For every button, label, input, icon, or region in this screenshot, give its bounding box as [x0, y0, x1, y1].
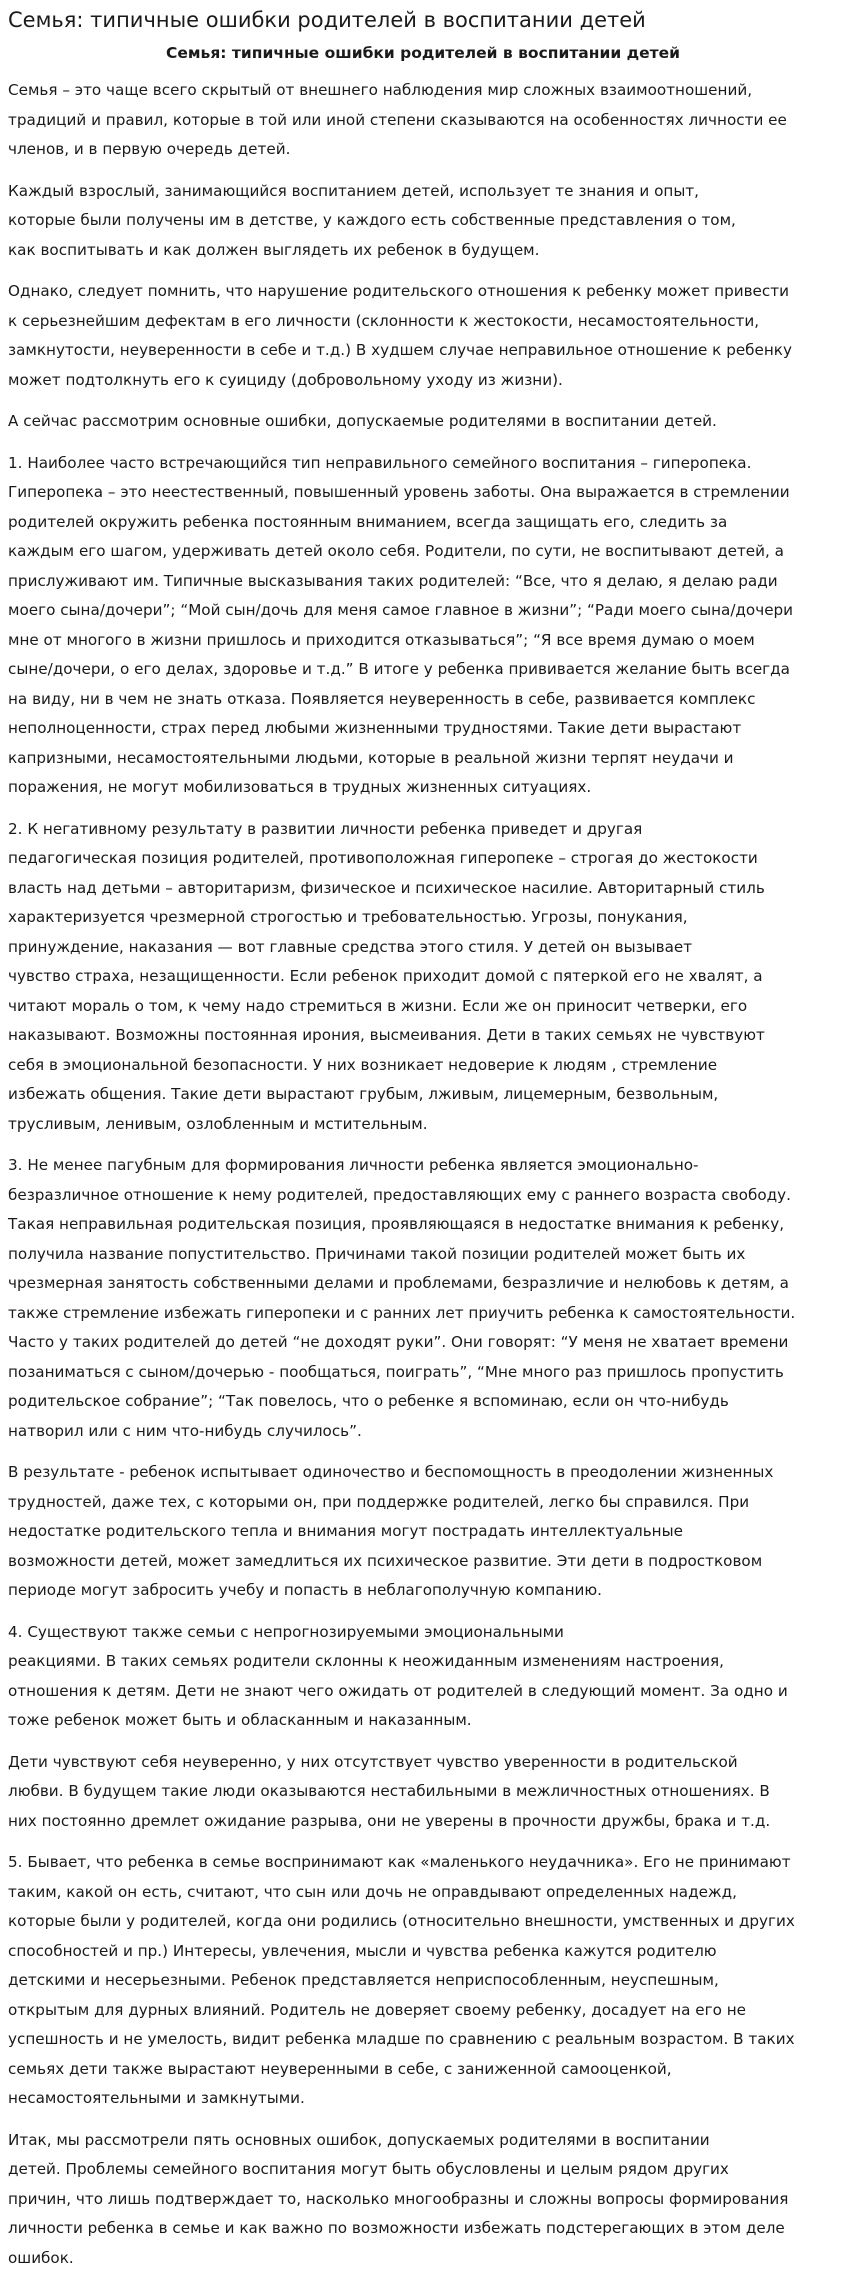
paragraph — [8, 277, 838, 395]
paragraph-line: Дети чувствуют себя неуверенно, у них отсутствует чувство уверенности в родительской — [8, 1748, 838, 1778]
paragraph-line: Семья – это чаще всего скрытый от внешнего наблюдения мир сложных взаимоотношений, — [8, 76, 838, 106]
paragraph-line: А сейчас рассмотрим основные ошибки, допускаемые родителями в воспитании детей. — [8, 407, 838, 437]
paragraph — [8, 76, 838, 165]
paragraph-line: трусливым, ленивым, озлобленным и мстительным. — [8, 1110, 838, 1140]
paragraph-line: может подтолкнуть его к суициду (добровольному уходу из жизни). — [8, 366, 838, 396]
paragraph-line: неполноценности, страх перед любыми жизненными трудностями. Такие дети вырастают — [8, 714, 838, 744]
paragraph-line: личности ребенка в семье и как важно по возможности избежать подстерегающих в этом деле — [8, 2214, 838, 2244]
paragraph-line: 1. Наиболее часто встречающийся тип неправильного семейного воспитания – гиперопека. — [8, 449, 838, 479]
article-heading: Семья: типичные ошибки родителей в воспитании детей — [8, 42, 838, 64]
paragraph-line: читают мораль о том, к чему надо стремиться в жизни. Если же он приносит четверки, его — [8, 992, 838, 1022]
paragraph-line: Итак, мы рассмотрели пять основных ошибок, допускаемых родителями в воспитании — [8, 2126, 838, 2156]
paragraph-line: на виду, ни в чем не знать отказа. Появляется неуверенность в себе, развивается комплекс — [8, 685, 838, 715]
paragraph-line: позаниматься с сыном/дочерью - пообщаться, поиграть”, “Мне много раз пришлось пропустить — [8, 1358, 838, 1388]
paragraph-line: моего сына/дочери”; “Мой сын/дочь для меня самое главное в жизни”; “Ради моего сына/дочери — [8, 596, 838, 626]
paragraph-line: успешность и не умелость, видит ребенка младше по сравнению с реальным возрастом. В таких — [8, 2025, 838, 2055]
paragraph-line: Каждый взрослый, занимающийся воспитанием детей, использует те знания и опыт, — [8, 177, 838, 207]
paragraph — [8, 1748, 838, 1837]
paragraph-line: которые были у родителей, когда они родились (относительно внешности, умственных и других — [8, 1907, 838, 1937]
page-title: Семья: типичные ошибки родителей в воспитании детей — [8, 6, 838, 34]
paragraph-line: 2. К негативному результату в развитии личности ребенка приведет и другая — [8, 815, 838, 845]
paragraph-line: Гиперопека – это неестественный, повышенный уровень заботы. Она выражается в стремлении — [8, 478, 838, 508]
paragraph-line: характеризуется чрезмерной строгостью и требовательностью. Угрозы, понукания, — [8, 903, 838, 933]
paragraph-line: педагогическая позиция родителей, противоположная гиперопеке – строгая до жестокости — [8, 844, 838, 874]
paragraph-line: 3. Не менее пагубным для формирования личности ребенка является эмоционально- — [8, 1151, 838, 1181]
paragraph-line: мне от многого в жизни пришлось и приходится отказываться”; “Я все время думаю о моем — [8, 626, 838, 656]
paragraph-line: себя в эмоциональной безопасности. У них возникает недоверие к людям , стремление — [8, 1051, 838, 1081]
paragraph-line: Часто у таких родителей до детей “не доходят руки”. Они говорят: “У меня не хватает времени — [8, 1328, 838, 1358]
paragraph-line: детей. Проблемы семейного воспитания могут быть обусловлены и целым рядом других — [8, 2155, 838, 2185]
paragraph-line: поражения, не могут мобилизоваться в трудных жизненных ситуациях. — [8, 773, 838, 803]
paragraph — [8, 1618, 838, 1736]
paragraph-line: возможности детей, может замедлиться их психическое развитие. Эти дети в подростковом — [8, 1547, 838, 1577]
paragraph-line: избежать общения. Такие дети вырастают грубым, лживым, лицемерным, безвольным, — [8, 1080, 838, 1110]
paragraph-line: наказывают. Возможны постоянная ирония, высмеивания. Дети в таких семьях не чувствуют — [8, 1021, 838, 1051]
paragraph-line: замкнутости, неуверенности в себе и т.д.) В худшем случае неправильное отношение к ребенку — [8, 336, 838, 366]
paragraph-line: традиций и правил, которые в той или иной степени сказываются на особенностях личности ее — [8, 106, 838, 136]
paragraph-line: периоде могут забросить учебу и попасть в неблагополучную компанию. — [8, 1576, 838, 1606]
paragraph — [8, 815, 838, 1140]
paragraph-line: реакциями. В таких семьях родители склонны к неожиданным изменениям настроения, — [8, 1647, 838, 1677]
paragraph-line: которые были получены им в детстве, у каждого есть собственные представления о том, — [8, 206, 838, 236]
paragraph-line: чрезмерная занятость собственными делами и проблемами, безразличие и нелюбовь к детям, а — [8, 1269, 838, 1299]
paragraph-line: прислуживают им. Типичные высказывания таких родителей: “Все, что я делаю, я делаю ради — [8, 567, 838, 597]
paragraph-line: власть над детьми – авторитаризм, физическое и психическое насилие. Авторитарный стиль — [8, 874, 838, 904]
paragraph — [8, 177, 838, 266]
paragraph-line: Однако, следует помнить, что нарушение родительского отношения к ребенку может привести — [8, 277, 838, 307]
paragraph-line: трудностей, даже тех, с которыми он, при поддержке родителей, легко бы справился. При — [8, 1488, 838, 1518]
paragraph-line: 5. Бывает, что ребенка в семье воспринимают как «маленького неудачника». Его не принимают — [8, 1848, 838, 1878]
paragraph-line: причин, что лишь подтверждает то, насколько многообразны и сложны вопросы формирования — [8, 2185, 838, 2215]
paragraph-line: принуждение, наказания — вот главные средства этого стиля. У детей он вызывает — [8, 933, 838, 963]
paragraph-line: способностей и пр.) Интересы, увлечения, мысли и чувства ребенка кажутся родителю — [8, 1937, 838, 1967]
paragraph-line: чувство страха, незащищенности. Если ребенок приходит домой с пятеркой его не хвалят, а — [8, 962, 838, 992]
paragraph-line: В результате - ребенок испытывает одиночество и беспомощность в преодолении жизненных — [8, 1458, 838, 1488]
paragraph — [8, 1458, 838, 1606]
paragraph-line: членов, и в первую очередь детей. — [8, 135, 838, 165]
paragraph-line: таким, какой он есть, считают, что сын или дочь не оправдывают определенных надежд, — [8, 1878, 838, 1908]
paragraph-line: тоже ребенок может быть и обласканным и наказанным. — [8, 1706, 838, 1736]
paragraph-line: открытым для дурных влияний. Родитель не доверяет своему ребенку, досадует на его не — [8, 1996, 838, 2026]
paragraph-line: отношения к детям. Дети не знают чего ожидать от родителей в следующий момент. За одно и — [8, 1677, 838, 1707]
paragraph-line: получила название попустительство. Причинами такой позиции родителей может быть их — [8, 1240, 838, 1270]
paragraph-line: безразличное отношение к нему родителей, предоставляющих ему с раннего возраста свободу. — [8, 1181, 838, 1211]
paragraph-line: них постоянно дремлет ожидание разрыва, они не уверены в прочности дружбы, брака и т.д. — [8, 1807, 838, 1837]
paragraph — [8, 449, 838, 803]
paragraph-line: родителей окружить ребенка постоянным вниманием, всегда защищать его, следить за — [8, 508, 838, 538]
paragraph-line: Такая неправильная родительская позиция, проявляющаяся в недостатке внимания к ребенку, — [8, 1210, 838, 1240]
paragraph — [8, 1848, 838, 2114]
paragraph-line: сыне/дочери, о его делах, здоровье и т.д.” В итоге у ребенка прививается желание быть всегда — [8, 655, 838, 685]
paragraph-line: каждым его шагом, удерживать детей около себя. Родители, по сути, не воспитывают детей, а — [8, 537, 838, 567]
paragraph-line: любви. В будущем такие люди оказываются нестабильными в межличностных отношениях. В — [8, 1777, 838, 1807]
paragraph-line: ошибок. — [8, 2244, 838, 2273]
paragraph-line: несамостоятельными и замкнутыми. — [8, 2084, 838, 2114]
paragraph-line: родительское собрание”; “Так повелось, что о ребенке я вспоминаю, если он что-нибудь — [8, 1387, 838, 1417]
paragraph-line: детскими и несерьезными. Ребенок представляется неприспособленным, неуспешным, — [8, 1966, 838, 1996]
paragraph — [8, 1151, 838, 1446]
paragraph-line: также стремление избежать гиперопеки и с ранних лет приучить ребенка к самостоятельности. — [8, 1299, 838, 1329]
paragraph-line: недостатке родительского тепла и внимания могут пострадать интеллектуальные — [8, 1517, 838, 1547]
article-body — [8, 76, 838, 2273]
paragraph — [8, 407, 838, 437]
paragraph-line: как воспитывать и как должен выглядеть их ребенок в будущем. — [8, 236, 838, 266]
paragraph-line: капризными, несамостоятельными людьми, которые в реальной жизни терпят неудачи и — [8, 744, 838, 774]
paragraph-line: 4. Существуют также семьи с непрогнозируемыми эмоциональными — [8, 1618, 838, 1648]
paragraph-line: к серьезнейшим дефектам в его личности (склонности к жестокости, несамостоятельности, — [8, 307, 838, 337]
paragraph-line: натворил или с ним что-нибудь случилось”. — [8, 1417, 838, 1447]
paragraph — [8, 2126, 838, 2273]
paragraph-line: семьях дети также вырастают неуверенными в себе, с заниженной самооценкой, — [8, 2055, 838, 2085]
